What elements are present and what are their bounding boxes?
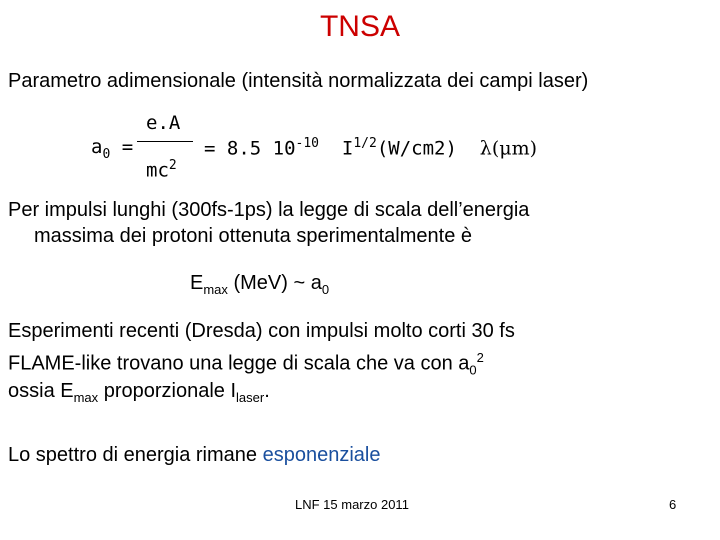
para3: Lo spettro di energia rimane esponenziale (8, 444, 381, 466)
para2-line2: FLAME-like trovano una legge di scala che va con $a_0^2$ (8, 350, 484, 378)
page-number: 6 (669, 497, 677, 512)
highlight-word: esponenziale (262, 444, 381, 466)
formula-lhs: $a_0$ = (91, 136, 134, 162)
formula-rhs: = 8.5 $10^{-10}$ $I^{1/2}(W/cm2)$ λ(μm) (204, 136, 538, 160)
scaling-law: $E_{max}$ (MeV) ~ $a_0$ (190, 272, 330, 297)
formula-numerator: e.A (146, 112, 181, 134)
fraction-bar (137, 141, 193, 142)
para1-line2: massima dei protoni ottenuta sperimentalmente è (34, 225, 473, 247)
footer-date: LNF 15 marzo 2011 (295, 497, 409, 512)
subtitle: Parametro adimensionale (intensità normalizzata dei campi laser) (8, 70, 589, 92)
para2-line3: ossia $E_{max}$ proporzionale $I_{laser}$. (8, 380, 270, 405)
slide-title: TNSA (319, 10, 400, 43)
para2-line1: Esperimenti recenti (Dresda) con impulsi molto corti 30 fs (8, 320, 515, 342)
para1-line1: Per impulsi lunghi (300fs-1ps) la legge di scala dell’energia (8, 199, 530, 221)
formula-denominator: $mc^2$ (146, 158, 177, 182)
